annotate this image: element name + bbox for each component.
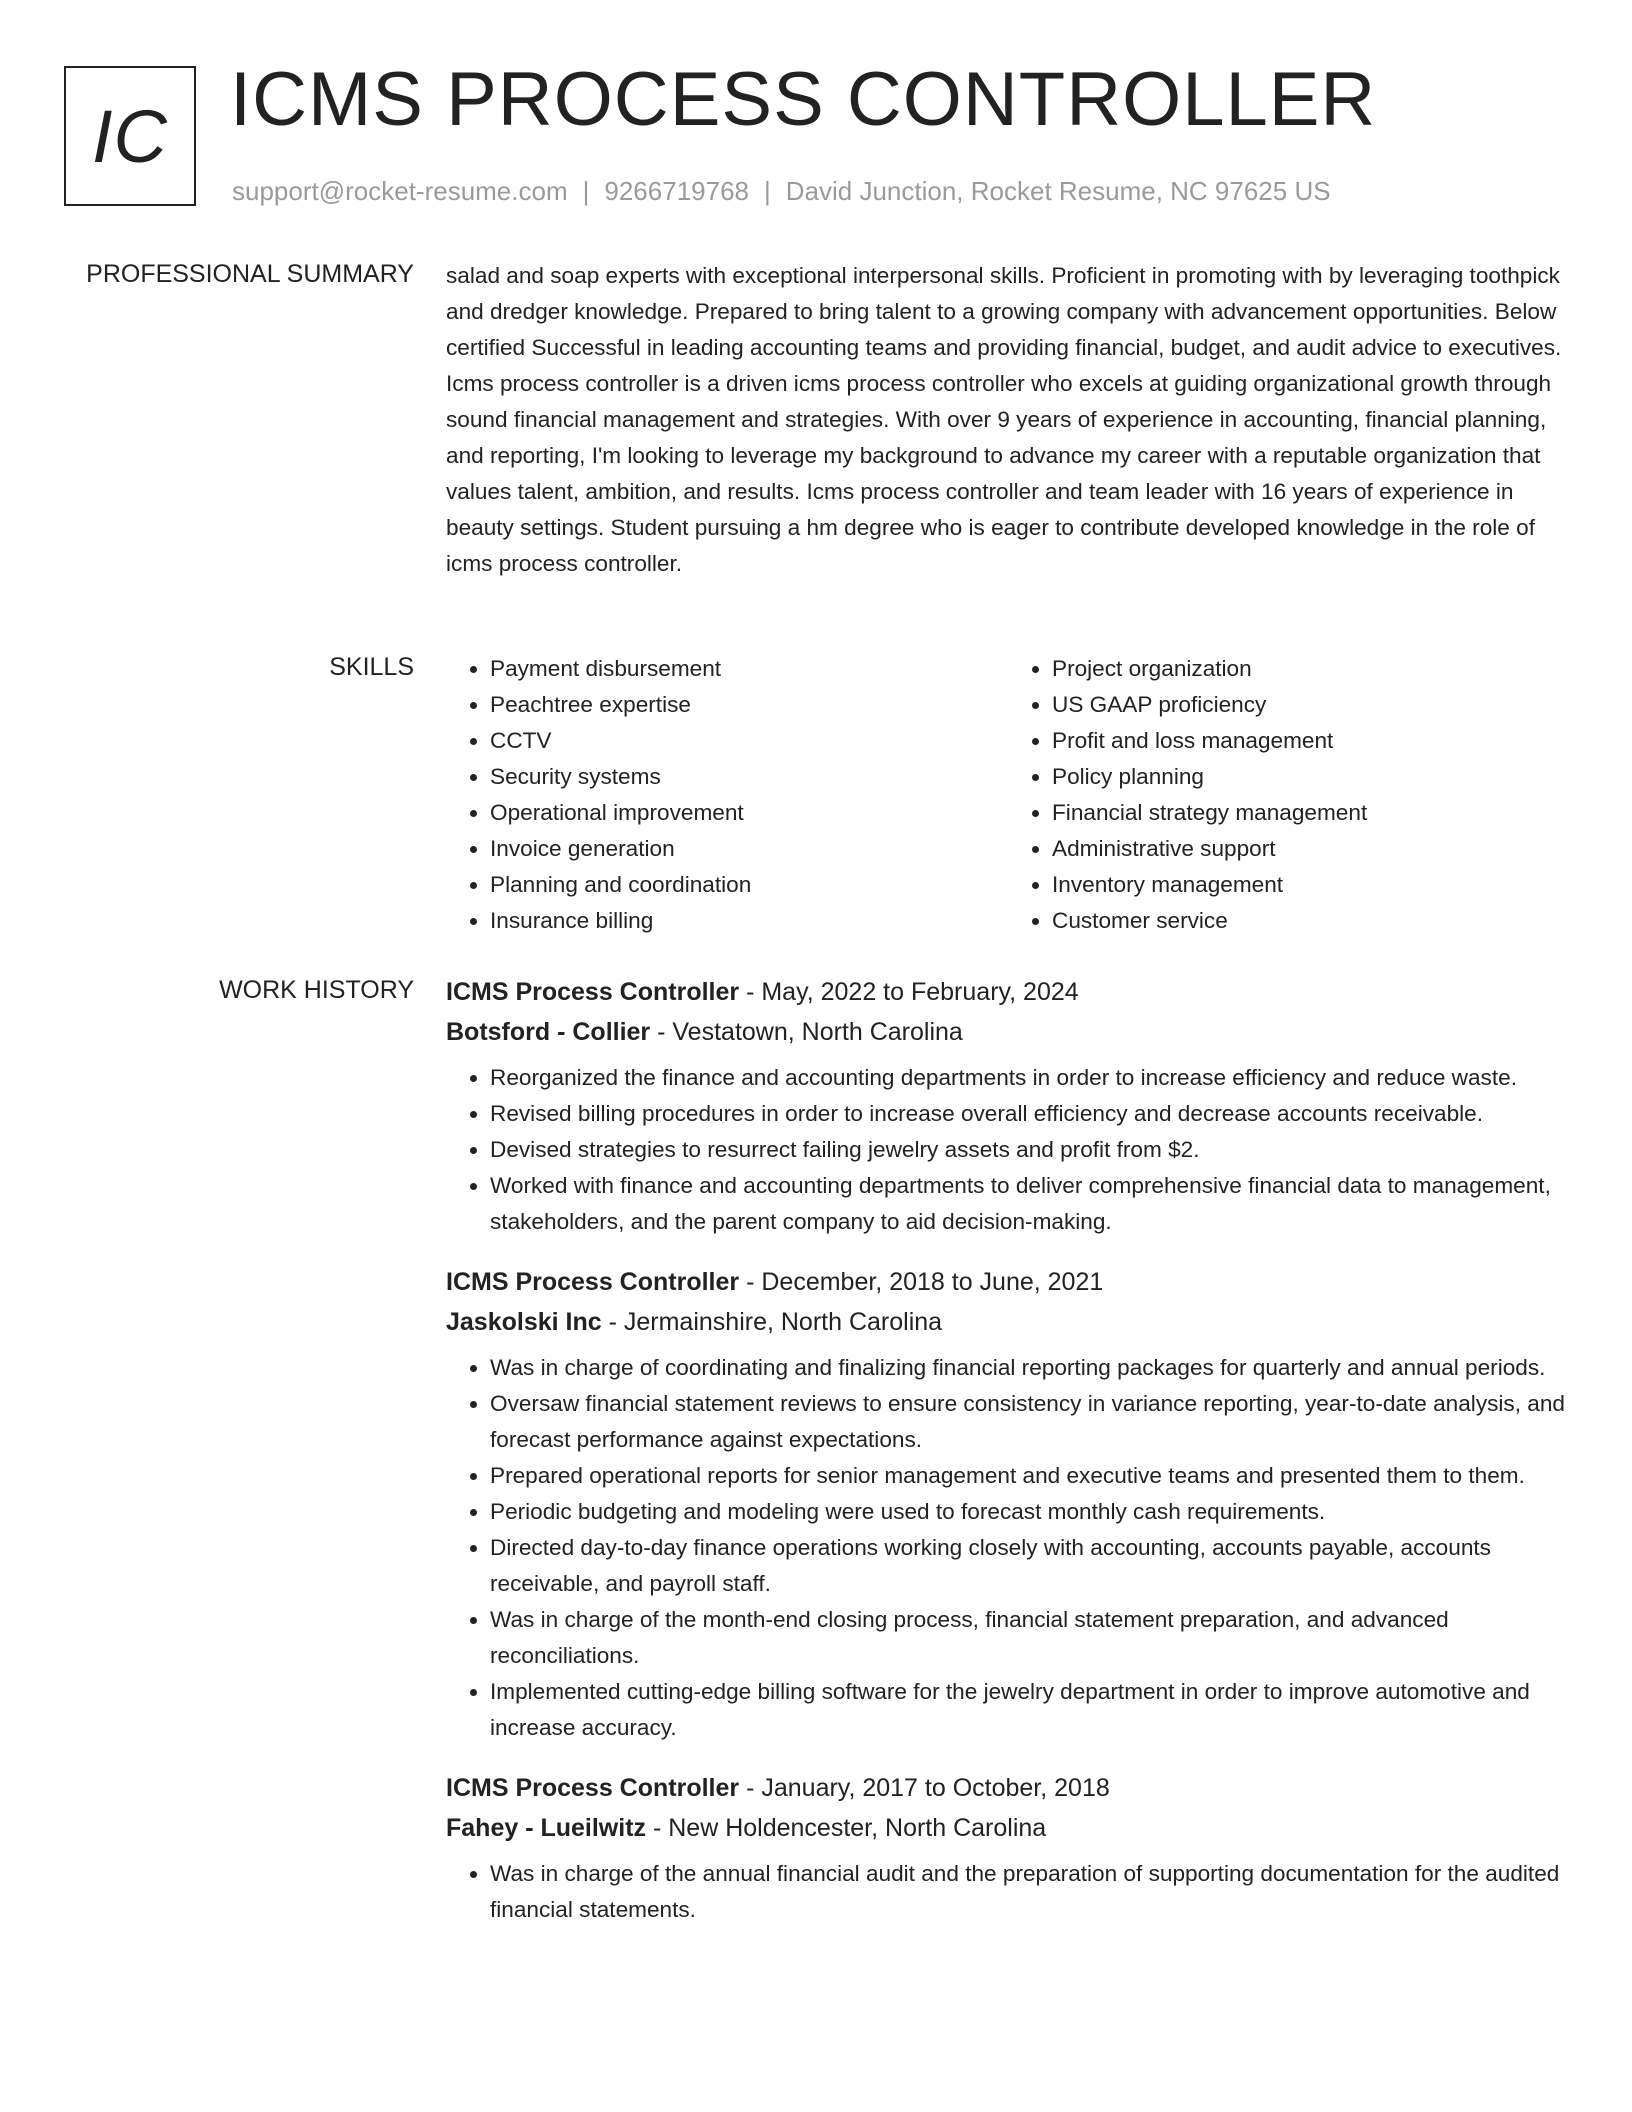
job-title-line — [446, 972, 1570, 1012]
skills-list-left — [446, 651, 1008, 939]
job-title: ICMS Process Controller — [446, 1774, 740, 1802]
job-title: ICMS Process Controller — [446, 1268, 740, 1296]
job-dash: - — [739, 1774, 762, 1802]
job-bullet: • Implemented cutting-edge billing software for the jewelry department in order to improve automotive and increase accuracy. — [490, 1674, 1570, 1746]
contact-separator: | — [764, 176, 771, 206]
job-company: Fahey - Lueilwitz — [446, 1814, 647, 1842]
job-company: Botsford - Collier — [446, 1018, 651, 1046]
skill-item: • Security systems — [490, 759, 1008, 795]
skill-item: • US GAAP proficiency — [1052, 687, 1570, 723]
job-bullet: • Was in charge of the annual financial audit and the preparation of supporting documentation for the audited financial statements. — [490, 1856, 1570, 1928]
work-history-body — [446, 972, 1570, 1950]
job-company: Jaskolski Inc — [446, 1308, 602, 1336]
job-bullet: • Devised strategies to resurrect failing jewelry assets and profit from $2. — [490, 1132, 1570, 1168]
skill-item: • Inventory management — [1052, 867, 1570, 903]
summary-text: salad and soap experts with exceptional interpersonal skills. Proficient in promoting with by leveraging toothpick and dredger knowledge. Prepared to bring talent to a growing company with advancement opportunities. Below certified Successful in leading accounting teams and providing financial, budget, and audit advice to executives. Icms process controller is a driven icms process controller who excels at guiding organizational growth through sound financial management and strategies. With over 9 years of experience in accounting, financial planning, and reporting, I'm looking to leverage my background to advance my career with a reputable organization that values talent, ambition, and results. Icms process controller and team leader with 16 years of experience in beauty settings. Student pursuing a hm degree who is eager to contribute developed knowledge in the role of icms process controller. — [446, 263, 1562, 576]
summary-body — [446, 258, 1570, 582]
section-label-work-history: WORK HISTORY — [219, 976, 414, 1004]
job-dash: - — [650, 1018, 673, 1046]
job-dash: - — [601, 1308, 624, 1336]
job-company-line — [446, 1808, 1570, 1848]
job-dates: January, 2017 to October, 2018 — [761, 1774, 1110, 1802]
job-entry — [446, 972, 1570, 1240]
contact-phone: 9266719768 — [604, 176, 749, 206]
candidate-name: ICMS PROCESS CONTROLLER — [230, 57, 1377, 142]
job-bullet-list — [446, 1060, 1570, 1240]
job-bullet: • Periodic budgeting and modeling were used to forecast monthly cash requirements. — [490, 1494, 1570, 1530]
job-entry — [446, 1768, 1570, 1928]
skill-item: • Project organization — [1052, 651, 1570, 687]
skill-item: • Financial strategy management — [1052, 795, 1570, 831]
job-location: New Holdencester, North Carolina — [668, 1814, 1047, 1842]
job-bullet-list — [446, 1350, 1570, 1746]
section-label-summary: PROFESSIONAL SUMMARY — [86, 260, 414, 288]
job-dash: - — [646, 1814, 669, 1842]
job-title-line — [446, 1262, 1570, 1302]
job-entry — [446, 1262, 1570, 1746]
job-dates: May, 2022 to February, 2024 — [761, 978, 1079, 1006]
skill-item: • Profit and loss management — [1052, 723, 1570, 759]
job-bullet-list — [446, 1856, 1570, 1928]
skill-item: • Customer service — [1052, 903, 1570, 939]
skill-item: • CCTV — [490, 723, 1008, 759]
monogram-initials: IC — [92, 94, 168, 178]
job-bullet: • Oversaw financial statement reviews to ensure consistency in variance reporting, year-to-date analysis, and forecast performance against expectations. — [490, 1386, 1570, 1458]
job-dates: December, 2018 to June, 2021 — [761, 1268, 1104, 1296]
job-title: ICMS Process Controller — [446, 978, 740, 1006]
job-company-line — [446, 1302, 1570, 1342]
skill-item: • Insurance billing — [490, 903, 1008, 939]
skills-body — [446, 651, 1570, 939]
skill-item: • Policy planning — [1052, 759, 1570, 795]
skill-item: • Payment disbursement — [490, 651, 1008, 687]
job-dash: - — [739, 1268, 762, 1296]
skill-item: • Planning and coordination — [490, 867, 1008, 903]
job-bullet: • Reorganized the finance and accounting departments in order to increase efficiency and reduce waste. — [490, 1060, 1570, 1096]
monogram-box — [64, 66, 196, 206]
contact-separator: | — [582, 176, 590, 206]
contact-line — [232, 176, 1331, 207]
contact-email: support@rocket-resume.com — [232, 176, 568, 206]
contact-address: David Junction, Rocket Resume, NC 97625 US — [785, 176, 1331, 206]
skills-columns — [446, 651, 1570, 939]
job-location: Jermainshire, North Carolina — [623, 1308, 943, 1336]
skill-item: • Operational improvement — [490, 795, 1008, 831]
section-label-skills: SKILLS — [329, 653, 414, 681]
job-bullet: • Directed day-to-day finance operations working closely with accounting, accounts payable, accounts receivable, and payroll staff. — [490, 1530, 1570, 1602]
job-bullet: • Revised billing procedures in order to increase overall efficiency and decrease accounts receivable. — [490, 1096, 1570, 1132]
job-bullet: • Worked with finance and accounting departments to deliver comprehensive financial data to management, stakeholders, and the parent company to aid decision-making. — [490, 1168, 1570, 1240]
job-bullet: • Prepared operational reports for senior management and executive teams and presented them to them. — [490, 1458, 1570, 1494]
skills-list-right — [1008, 651, 1570, 939]
skill-item: • Invoice generation — [490, 831, 1008, 867]
job-title-line — [446, 1768, 1570, 1808]
job-company-line — [446, 1012, 1570, 1052]
job-bullet: • Was in charge of coordinating and finalizing financial reporting packages for quarterly and annual periods. — [490, 1350, 1570, 1386]
skill-item: • Peachtree expertise — [490, 687, 1008, 723]
job-location: Vestatown, North Carolina — [672, 1018, 963, 1046]
job-dash: - — [739, 978, 762, 1006]
job-bullet: • Was in charge of the month-end closing process, financial statement preparation, and advanced reconciliations. — [490, 1602, 1570, 1674]
skill-item: • Administrative support — [1052, 831, 1570, 867]
